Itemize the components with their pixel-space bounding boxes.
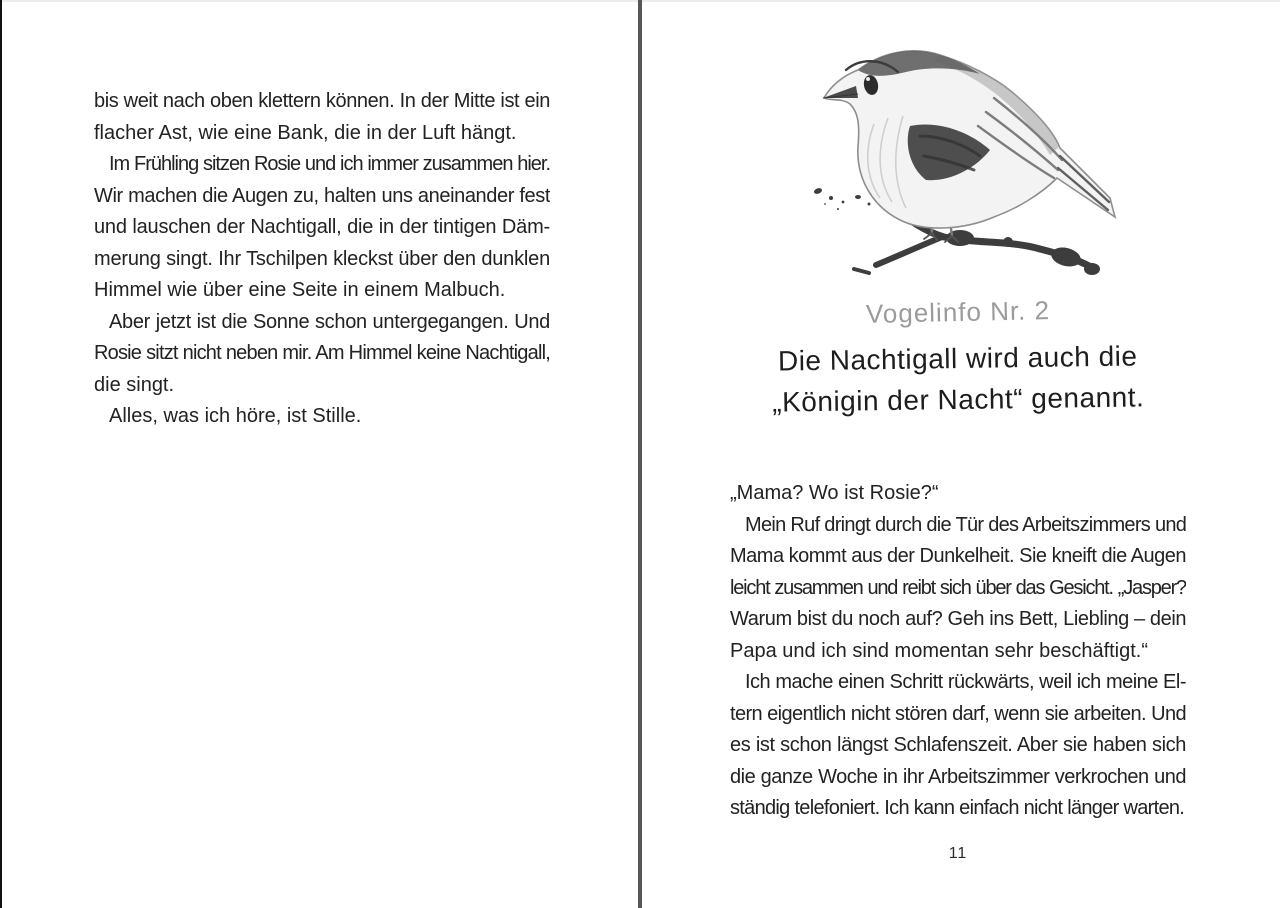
headline-line-2: „Königin der Nacht“ genannt. [772,381,1145,418]
page-number: 11 [948,845,968,862]
text-line: leicht zusammen und reibt sich über das Gesicht. „Jasper? [730,576,1186,599]
text-line: „Mama? Wo ist Rosie?“ [730,482,939,504]
text-line: tern eigentlich nicht stören darf, wenn sie arbeiten. Und [730,702,1186,725]
text-line: merung singt. Ihr Tschilpen kleckst über den dunklen [94,247,550,270]
text-line: Im Frühling sitzen Rosie und ich immer zusammen hier. [109,153,550,175]
page-left-edge [0,0,2,908]
text-line: die singt. [94,373,175,396]
headline-line-1: Die Nachtigall wird auch die [777,340,1138,377]
text-line: Alles, was ich höre, ist Stille. [109,405,362,427]
text-line: die ganze Woche in ihr Arbeitszimmer verkrochen und [730,765,1186,788]
text-line: flacher Ast, wie eine Bank, die in der Luft hängt. [94,121,517,144]
bird-info-caption: Vogelinfo Nr. 2 [865,295,1051,329]
left-page-text [94,86,550,433]
right-page-text [730,478,1186,825]
text-line: Mama kommt aus der Dunkelheit. Sie kneift die Augen [730,545,1186,567]
text-line: und lauschen der Nachtigall, die in der tintigen Däm- [94,216,550,238]
text-line: Aber jetzt ist die Sonne schon untergegangen. Und [109,310,550,333]
text-line: Rosie sitzt nicht neben mir. Am Himmel keine Nachtigall, [94,342,550,364]
nightingale-illustration [808,28,1128,288]
text-line: Mein Ruf dringt durch die Tür des Arbeitszimmers und [745,513,1186,536]
text-line: Ich mache einen Schritt rückwärts, weil ich meine El- [745,671,1186,693]
ink-splatter-icon [813,187,870,210]
text-line: bis weit nach oben klettern können. In der Mitte ist ein [94,90,550,112]
text-line: Wir machen die Augen zu, halten uns aneinander fest [94,184,550,207]
bird-info-headline [699,334,1216,423]
text-line: ständig telefoniert. Ich kann einfach nicht länger warten. [730,797,1185,819]
text-line: Papa und ich sind momentan sehr beschäftigt.“ [730,639,1149,662]
page-gutter-divider [638,0,642,908]
text-line: Himmel wie über eine Seite in einem Malbuch. [94,279,506,301]
text-line: Warum bist du noch auf? Geh ins Bett, Liebling – dein [730,608,1186,630]
text-line: es ist schon längst Schlafenszeit. Aber sie haben sich [730,734,1186,756]
